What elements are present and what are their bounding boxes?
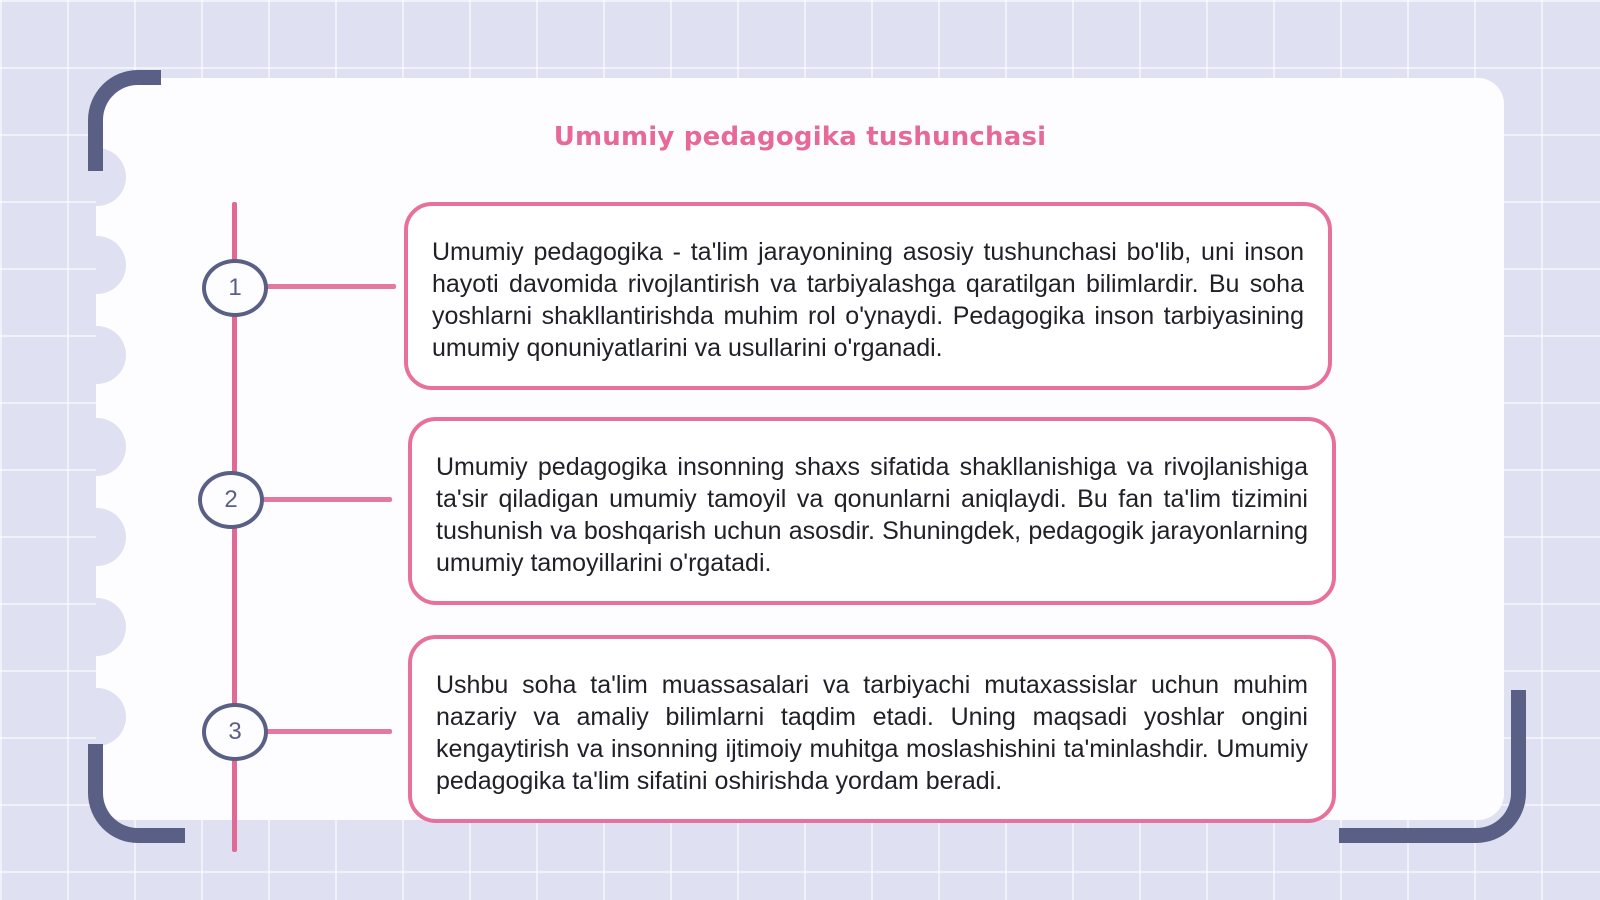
step-number-badge: 3 xyxy=(202,703,268,761)
corner-bracket-bottom-left xyxy=(88,744,185,843)
step-number-badge: 1 xyxy=(202,259,268,317)
step-text-box: Umumiy pedagogika insonning shaxs sifatida shakllanishiga va rivojlanishiga ta'sir qiladigan umumiy tamoyil va qonunlarni aniqlaydi. Bu fan ta'lim tizimini tushunish va boshqarish uchun asosdir. Shuningdek, pedagogik jarayonlarning umumiy tamoyillarini o'rgatadi. xyxy=(408,417,1336,605)
timeline-connector xyxy=(266,284,396,289)
slide-title: Umumiy pedagogika tushunchasi xyxy=(553,122,1047,152)
timeline-connector xyxy=(266,729,392,734)
step-text-box: Umumiy pedagogika - ta'lim jarayonining asosiy tushunchasi bo'lib, uni inson hayoti davomida rivojlantirish va tarbiyalashga qaratilgan bilimlardir. Bu soha yoshlarni shakllantirishda muhim rol o'ynaydi. Pedagogika inson tarbiyasining umumiy qonuniyatlarini va usullarini o'rganadi. xyxy=(404,202,1332,390)
corner-bracket-bottom-right xyxy=(1339,690,1526,843)
step-number-badge: 2 xyxy=(198,471,264,529)
timeline-connector xyxy=(262,497,392,502)
corner-bracket-top-left xyxy=(88,70,161,171)
step-text-box: Ushbu soha ta'lim muassasalari va tarbiyachi mutaxassislar uchun muhim nazariy va amaliy bilimlarni taqdim etadi. Uning maqsadi yoshlar ongini kengaytirish va insonning ijtimoiy muhitga moslashishini ta'minlashdir. Umumiy pedagogika ta'lim sifatini oshirishda yordam beradi. xyxy=(408,635,1336,823)
